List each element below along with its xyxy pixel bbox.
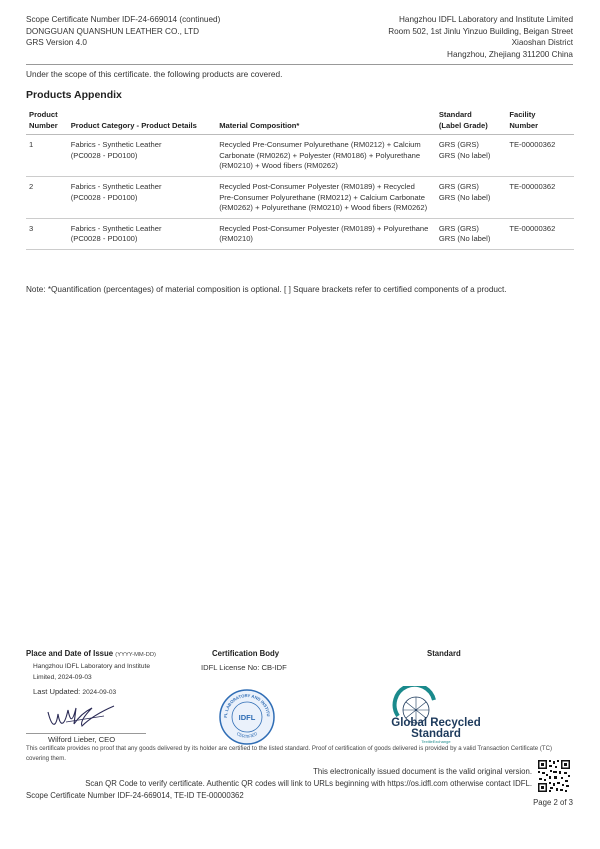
cb-address-line1: Room 502, 1st Jinlu Yinzuo Building, Beigan Street bbox=[388, 26, 573, 36]
company-name: DONGGUAN QUANSHUN LEATHER CO., LTD bbox=[26, 26, 200, 36]
row-material: Recycled Pre-Consumer Polyurethane (RM0212) + Calcium Carbonate (RM0262) + Polyester (RM0186) + Polyurethane (RM0210) + Wood fibers (RM0262) bbox=[215, 135, 435, 177]
row-facility: TE-00000362 bbox=[505, 135, 574, 177]
cb-address-line3: Hangzhou, Zhejiang 311200 China bbox=[447, 49, 573, 59]
svg-text:Standard: Standard bbox=[411, 728, 461, 740]
svg-text:IDFL: IDFL bbox=[238, 713, 256, 722]
disclaimer-text: This certificate provides no proof that any goods delivered by its holder are certified to the listed standard. Proof of certification of goods delivered is provided by a valid Transaction Certificate (TC) covering them. bbox=[26, 745, 553, 762]
row-category: Fabrics - Synthetic Leather (PC0028 - PD0100) bbox=[67, 176, 215, 218]
idfl-seal-icon bbox=[218, 688, 276, 746]
section-title: Products Appendix bbox=[26, 89, 122, 101]
header-category: Product Category - Product Details bbox=[67, 110, 215, 135]
header-facility: Facility Number bbox=[505, 110, 574, 135]
row-standard: GRS (GRS) GRS (No label) bbox=[435, 135, 505, 177]
license-number: IDFL License No: CB-IDF bbox=[201, 663, 287, 672]
svg-text:IDFL LABORATORY AND INSTITUTE: FL LABORATORY AND INSTITU bbox=[222, 692, 272, 718]
electronic-notice: This electronically issued document is the valid original version. bbox=[313, 767, 532, 776]
row-material: Recycled Post-Consumer Polyester (RM0189) + Recycled Pre-Consumer Polyurethane (RM0212) + Calcium Carbonate (RM0262) + Polyurethane (RM0210) + Wood fibers (RM0262) bbox=[215, 176, 435, 218]
row-category: Fabrics - Synthetic Leather (PC0028 - PD0100) bbox=[67, 135, 215, 177]
composition-note: Note: *Quantification (percentages) of material composition is optional. [ ] Square brackets refer to certified components of a product. bbox=[26, 285, 507, 294]
products-table bbox=[26, 110, 574, 250]
standard-heading: Standard bbox=[427, 649, 461, 658]
row-standard: GRS (GRS) GRS (No label) bbox=[435, 218, 505, 249]
intro-text: Under the scope of this certificate. the following products are covered. bbox=[26, 69, 283, 79]
header-material: Material Composition* bbox=[215, 110, 435, 135]
place-date-heading: Place and Date of Issue (YYYY-MM-DD) bbox=[26, 649, 156, 658]
table-row bbox=[26, 176, 574, 218]
row-material: Recycled Post-Consumer Polyester (RM0189) + Polyurethane (RM0210) bbox=[215, 218, 435, 249]
cb-address-line2: Xiaoshan District bbox=[511, 38, 573, 47]
page-number: Page 2 of 3 bbox=[533, 798, 573, 807]
header-left bbox=[26, 14, 220, 49]
signature-image bbox=[44, 702, 124, 732]
header-right bbox=[388, 14, 573, 60]
global-recycled-standard-logo bbox=[386, 686, 506, 744]
row-number: 2 bbox=[26, 176, 67, 218]
header-product-number: Product Number bbox=[26, 110, 67, 135]
svg-text:TextileExchange: TextileExchange bbox=[421, 739, 451, 744]
svg-text:CERTIFIED: CERTIFIED bbox=[235, 730, 259, 740]
header-standard: Standard (Label Grade) bbox=[435, 110, 505, 135]
issuer-line1: Hangzhou IDFL Laboratory and Institute bbox=[33, 663, 151, 670]
row-number: 3 bbox=[26, 218, 67, 249]
grs-version: GRS Version 4.0 bbox=[26, 38, 87, 47]
scope-certificate-number: Scope Certificate Number IDF-24-669014 (continued) bbox=[26, 15, 221, 24]
svg-text:Global Recycled: Global Recycled bbox=[391, 717, 481, 729]
cb-name: Hangzhou IDFL Laboratory and Institute Limited bbox=[398, 15, 573, 24]
qr-notice: Scan QR Code to verify certificate. Authentic QR codes will link to URLs beginning with https://os.idfl.com otherwise contact IDFL. bbox=[85, 779, 532, 788]
bottom-certificate-id: Scope Certificate Number IDF-24-669014, TE-ID TE-00000362 bbox=[26, 791, 244, 800]
verification-qr-code[interactable] bbox=[537, 759, 571, 793]
row-category: Fabrics - Synthetic Leather (PC0028 - PD0100) bbox=[67, 218, 215, 249]
cert-body-heading: Certification Body bbox=[212, 649, 280, 658]
issuer-block bbox=[33, 661, 150, 683]
header-divider bbox=[26, 64, 573, 65]
row-number: 1 bbox=[26, 135, 67, 177]
last-updated: Last Updated: 2024-09-03 bbox=[33, 687, 117, 696]
row-standard: GRS (GRS) GRS (No label) bbox=[435, 176, 505, 218]
table-row bbox=[26, 218, 574, 249]
table-row bbox=[26, 135, 574, 177]
row-facility: TE-00000362 bbox=[505, 176, 574, 218]
table-header-row bbox=[26, 110, 574, 135]
row-facility: TE-00000362 bbox=[505, 218, 574, 249]
signatory-name: Wilford Lieber, CEO bbox=[48, 735, 116, 744]
issuer-line2: Limited, 2024-09-03 bbox=[33, 674, 92, 681]
